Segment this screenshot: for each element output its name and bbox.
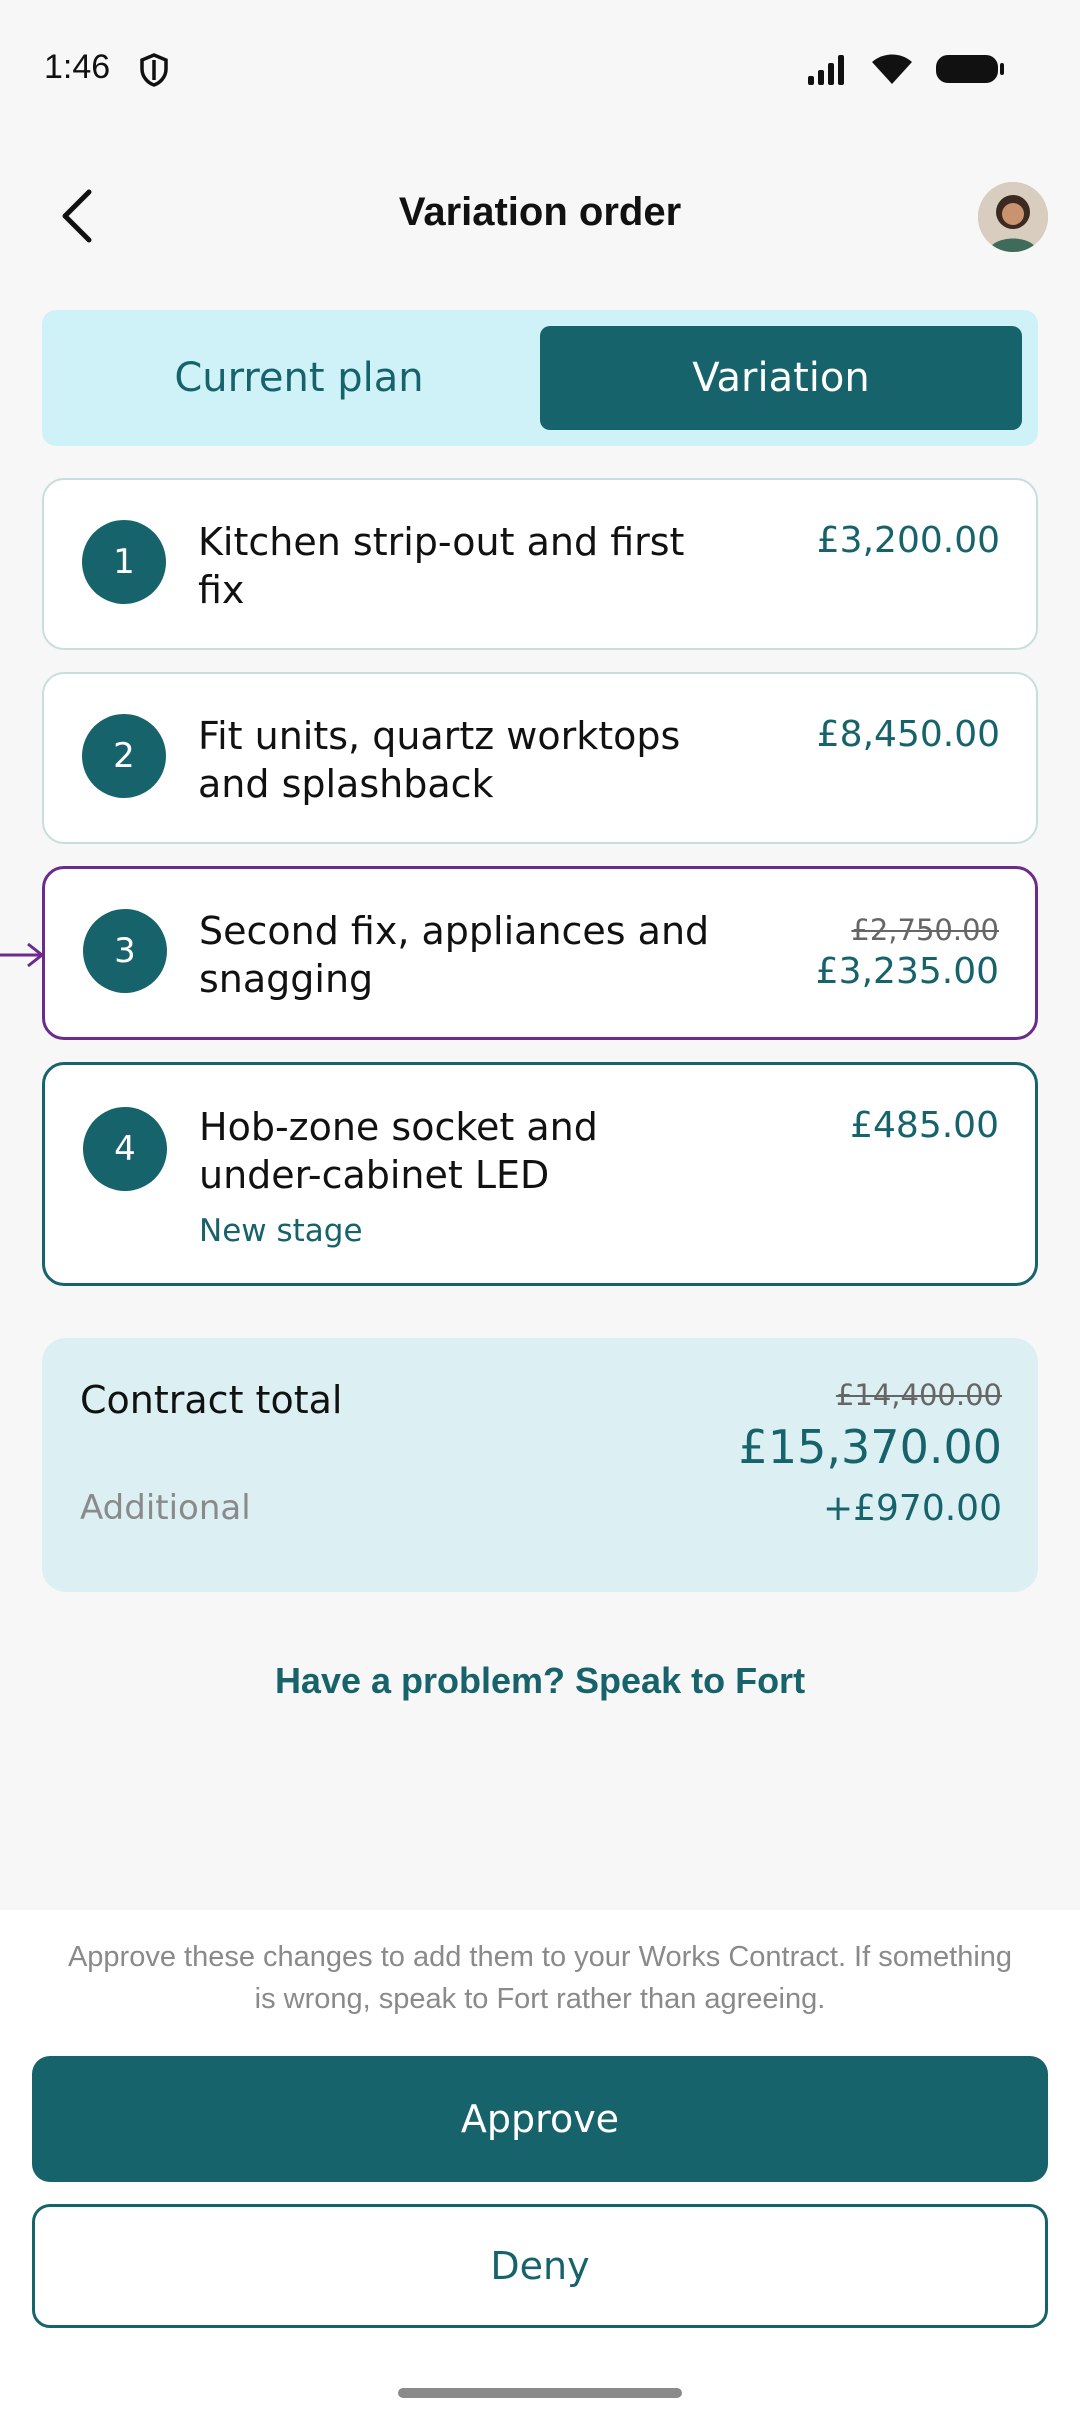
stage-price: £3,235.00 bbox=[815, 951, 999, 992]
stage-number-badge: 1 bbox=[82, 520, 166, 604]
total-old-value: £14,400.00 bbox=[835, 1378, 1002, 1412]
status-bar bbox=[0, 0, 1080, 140]
header bbox=[0, 170, 1080, 260]
shield-icon bbox=[138, 52, 170, 92]
home-indicator[interactable] bbox=[398, 2388, 682, 2398]
stage-number-badge: 2 bbox=[82, 714, 166, 798]
deny-button[interactable]: Deny bbox=[32, 2204, 1048, 2328]
arrow-right-icon bbox=[0, 940, 46, 974]
additional-value: +£970.00 bbox=[822, 1488, 1002, 1529]
stage-card-changed[interactable] bbox=[42, 866, 1038, 1040]
wifi-icon bbox=[870, 52, 914, 90]
total-new-value: £15,370.00 bbox=[738, 1420, 1002, 1474]
stage-title: Hob-zone socket and under-cabinet LED bbox=[199, 1105, 598, 1197]
battery-icon bbox=[934, 52, 1006, 90]
avatar[interactable] bbox=[978, 182, 1048, 252]
contract-total-card bbox=[42, 1338, 1038, 1592]
page-title: Variation order bbox=[398, 190, 682, 234]
stage-price: £3,200.00 bbox=[816, 520, 1000, 561]
additional-label: Additional bbox=[80, 1488, 251, 1528]
plan-toggle bbox=[42, 310, 1038, 446]
stage-price: £8,450.00 bbox=[816, 714, 1000, 755]
new-stage-label: New stage bbox=[199, 1213, 363, 1249]
tab-variation[interactable]: Variation bbox=[540, 326, 1022, 430]
stage-card[interactable] bbox=[42, 478, 1038, 650]
total-label: Contract total bbox=[80, 1378, 343, 1422]
speak-to-fort-link[interactable]: Have a problem? Speak to Fort bbox=[274, 1660, 806, 1701]
approve-button[interactable]: Approve bbox=[32, 2056, 1048, 2182]
stage-card[interactable] bbox=[42, 672, 1038, 844]
stage-old-price: £2,750.00 bbox=[851, 913, 999, 947]
stage-number-badge: 3 bbox=[83, 909, 167, 993]
stage-title: Second fix, appliances and snagging bbox=[199, 909, 710, 1001]
status-time: 1:46 bbox=[44, 48, 111, 86]
stage-number-badge: 4 bbox=[83, 1107, 167, 1191]
approval-note: Approve these changes to add them to your Works Contract. If something is wrong, speak to Fort rather than agreeing. bbox=[67, 1941, 1013, 2015]
stage-title: Fit units, quartz worktops and splashback bbox=[198, 714, 681, 806]
tab-current-plan[interactable]: Current plan bbox=[174, 355, 424, 401]
stage-card-new[interactable] bbox=[42, 1062, 1038, 1286]
footer bbox=[0, 1910, 1080, 2424]
stage-price: £485.00 bbox=[850, 1105, 999, 1146]
cellular-signal-icon bbox=[806, 52, 850, 90]
stage-title: Kitchen strip-out and first fix bbox=[198, 520, 685, 612]
